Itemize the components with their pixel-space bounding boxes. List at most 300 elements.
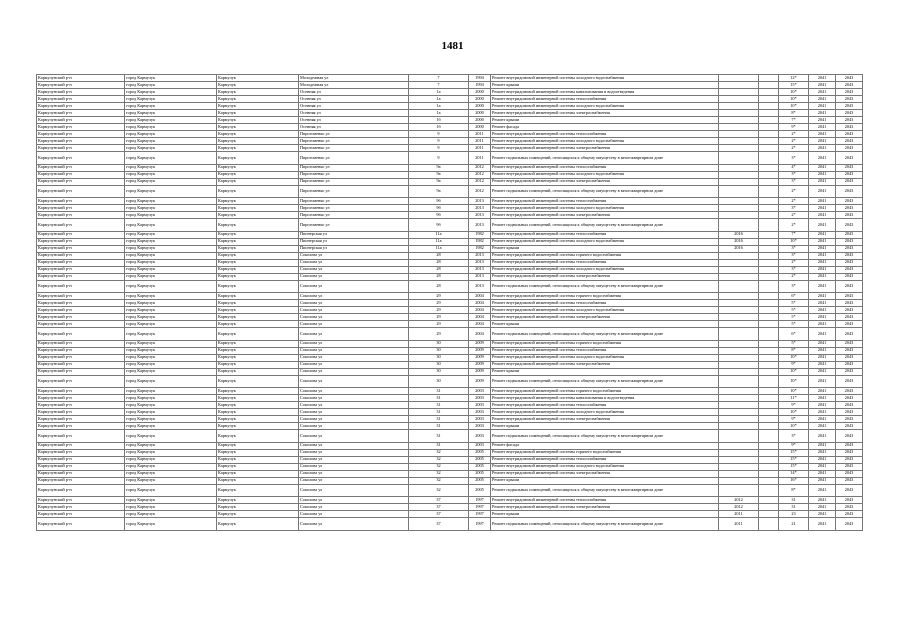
year-built-cell: 2003 — [469, 395, 491, 402]
plan-end-cell: 2043 — [836, 185, 863, 198]
street-cell: Соколова ул — [299, 361, 409, 368]
settlement-cell: город Кармулук — [125, 178, 217, 185]
plan-start-cell: 2041 — [809, 252, 836, 259]
plan-end-cell: 2043 — [836, 238, 863, 245]
settlement-cell: город Кармулук — [125, 171, 217, 178]
work-type-cell: Ремонт внутридомовой инженерной системы канализования и водоотведения — [491, 89, 719, 96]
wear-cell: 9* — [779, 124, 809, 131]
last-repair-cell — [719, 340, 759, 347]
wear-cell: 2* — [779, 212, 809, 219]
locality-cell: Кармулук — [217, 442, 299, 449]
locality-cell: Кармулук — [217, 171, 299, 178]
wear-cell: 10* — [779, 238, 809, 245]
work-type-cell: Ремонт подвальных помещений, относящихся к общему имуществу в многоквартирном доме — [491, 152, 719, 165]
extra-cell — [759, 388, 779, 395]
extra-cell — [759, 293, 779, 300]
table-row — [37, 449, 863, 456]
wear-cell: 3* — [779, 205, 809, 212]
wear-cell: 10* — [779, 388, 809, 395]
work-type-cell: Ремонт крыши — [491, 477, 719, 484]
plan-start-cell: 2041 — [809, 314, 836, 321]
wear-cell: 3* — [779, 178, 809, 185]
wear-cell: 7* — [779, 231, 809, 238]
year-built-cell: 2012 — [469, 164, 491, 171]
locality-cell: Кармулук — [217, 504, 299, 511]
table-row — [37, 477, 863, 484]
locality-cell: Кармулук — [217, 361, 299, 368]
extra-cell — [759, 280, 779, 293]
locality-cell: Кармулук — [217, 484, 299, 497]
table-row — [37, 375, 863, 388]
table-row — [37, 152, 863, 165]
locality-cell: Кармулук — [217, 402, 299, 409]
wear-cell: 4* — [779, 164, 809, 171]
locality-cell: Кармулук — [217, 395, 299, 402]
locality-cell: Кармулук — [217, 178, 299, 185]
last-repair-cell — [719, 96, 759, 103]
street-cell: Пирогоменко ул — [299, 219, 409, 232]
last-repair-cell — [719, 388, 759, 395]
year-built-cell: 2013 — [469, 219, 491, 232]
settlement-cell: город Кармулук — [125, 110, 217, 117]
house-cell: 7 — [409, 75, 469, 82]
district-cell: Кармулунский р-н — [37, 497, 125, 504]
capital-repair-table — [36, 74, 863, 531]
district-cell: Кармулунский р-н — [37, 361, 125, 368]
year-built-cell: 2004 — [469, 314, 491, 321]
district-cell: Кармулунский р-н — [37, 430, 125, 443]
district-cell: Кармулунский р-н — [37, 442, 125, 449]
locality-cell: Кармулук — [217, 185, 299, 198]
extra-cell — [759, 259, 779, 266]
wear-cell: 8* — [779, 110, 809, 117]
wear-cell: 8* — [779, 347, 809, 354]
work-type-cell: Ремонт подвальных помещений, относящихся к общему имуществу в многоквартирном доме — [491, 430, 719, 443]
district-cell: Кармулунский р-н — [37, 518, 125, 531]
year-built-cell: 2003 — [469, 388, 491, 395]
settlement-cell: город Кармулук — [125, 96, 217, 103]
plan-start-cell: 2041 — [809, 198, 836, 205]
district-cell: Кармулунский р-н — [37, 219, 125, 232]
year-built-cell: 2005 — [469, 456, 491, 463]
year-built-cell: 2009 — [469, 347, 491, 354]
year-built-cell: 1982 — [469, 245, 491, 252]
plan-end-cell: 2043 — [836, 138, 863, 145]
plan-start-cell: 2041 — [809, 484, 836, 497]
work-type-cell: Ремонт фасада — [491, 442, 719, 449]
last-repair-cell — [719, 185, 759, 198]
locality-cell: Кармулук — [217, 416, 299, 423]
house-cell: 30 — [409, 368, 469, 375]
table-row — [37, 328, 863, 341]
locality-cell: Кармулук — [217, 354, 299, 361]
year-built-cell: 2013 — [469, 205, 491, 212]
plan-end-cell: 2043 — [836, 442, 863, 449]
street-cell: Соколова ул — [299, 273, 409, 280]
table-row — [37, 314, 863, 321]
year-built-cell: 2013 — [469, 266, 491, 273]
work-type-cell: Ремонт внутридомовой инженерной системы электроснабжения — [491, 470, 719, 477]
last-repair-cell: 2016 — [719, 238, 759, 245]
house-cell: 9б — [409, 205, 469, 212]
street-cell: Соколова ул — [299, 293, 409, 300]
last-repair-cell — [719, 361, 759, 368]
work-type-cell: Ремонт подвальных помещений, относящихся к общему имуществу в многоквартирном доме — [491, 375, 719, 388]
settlement-cell: город Кармулук — [125, 484, 217, 497]
page-number: 1481 — [441, 40, 464, 52]
locality-cell: Кармулук — [217, 89, 299, 96]
plan-end-cell: 2043 — [836, 164, 863, 171]
extra-cell — [759, 164, 779, 171]
wear-cell: 15* — [779, 463, 809, 470]
year-built-cell: 1997 — [469, 504, 491, 511]
year-built-cell: 2004 — [469, 328, 491, 341]
year-built-cell: 2009 — [469, 375, 491, 388]
plan-end-cell: 2043 — [836, 293, 863, 300]
work-type-cell: Ремонт внутридомовой инженерной системы теплоснабжения — [491, 231, 719, 238]
last-repair-cell: 2012 — [719, 497, 759, 504]
house-cell: 9а — [409, 185, 469, 198]
extra-cell — [759, 152, 779, 165]
street-cell: Пирогоменко ул — [299, 178, 409, 185]
wear-cell: 23 — [779, 511, 809, 518]
last-repair-cell — [719, 430, 759, 443]
locality-cell: Кармулук — [217, 477, 299, 484]
plan-end-cell: 2043 — [836, 314, 863, 321]
year-built-cell: 2000 — [469, 110, 491, 117]
table-row — [37, 347, 863, 354]
work-type-cell: Ремонт крыши — [491, 117, 719, 124]
street-cell: Пирогоменко ул — [299, 198, 409, 205]
district-cell: Кармулунский р-н — [37, 89, 125, 96]
extra-cell — [759, 361, 779, 368]
plan-start-cell: 2041 — [809, 103, 836, 110]
wear-cell: 10* — [779, 423, 809, 430]
settlement-cell: город Кармулук — [125, 185, 217, 198]
table-row — [37, 368, 863, 375]
plan-end-cell: 2043 — [836, 368, 863, 375]
year-built-cell: 2013 — [469, 273, 491, 280]
house-cell: 1б — [409, 117, 469, 124]
extra-cell — [759, 402, 779, 409]
plan-start-cell: 2041 — [809, 416, 836, 423]
year-built-cell: 2004 — [469, 293, 491, 300]
street-cell: Соколова ул — [299, 347, 409, 354]
street-cell: Пирогоменко ул — [299, 205, 409, 212]
work-type-cell: Ремонт внутридомовой инженерной системы горячего водоснабжения — [491, 388, 719, 395]
street-cell: Соколова ул — [299, 484, 409, 497]
district-cell: Кармулунский р-н — [37, 205, 125, 212]
work-type-cell: Ремонт подвальных помещений, относящихся к общему имуществу в многоквартирном доме — [491, 280, 719, 293]
wear-cell: 10* — [779, 368, 809, 375]
locality-cell: Кармулук — [217, 231, 299, 238]
last-repair-cell — [719, 82, 759, 89]
plan-start-cell: 2041 — [809, 328, 836, 341]
year-built-cell: 2012 — [469, 178, 491, 185]
district-cell: Кармулунский р-н — [37, 388, 125, 395]
extra-cell — [759, 497, 779, 504]
table-row — [37, 280, 863, 293]
district-cell: Кармулунский р-н — [37, 484, 125, 497]
last-repair-cell — [719, 259, 759, 266]
settlement-cell: город Кармулук — [125, 442, 217, 449]
settlement-cell: город Кармулук — [125, 266, 217, 273]
house-cell: 28 — [409, 252, 469, 259]
year-built-cell: 2012 — [469, 171, 491, 178]
plan-start-cell: 2041 — [809, 164, 836, 171]
wear-cell: 10* — [779, 103, 809, 110]
work-type-cell: Ремонт внутридомовой инженерной системы теплоснабжения — [491, 198, 719, 205]
house-cell: 1а — [409, 96, 469, 103]
plan-end-cell: 2043 — [836, 266, 863, 273]
street-cell: Соколова ул — [299, 449, 409, 456]
plan-end-cell: 2043 — [836, 484, 863, 497]
extra-cell — [759, 82, 779, 89]
house-cell: 7 — [409, 82, 469, 89]
street-cell: Пирогоменко ул — [299, 152, 409, 165]
last-repair-cell — [719, 171, 759, 178]
table-row — [37, 145, 863, 152]
settlement-cell: город Кармулук — [125, 456, 217, 463]
year-built-cell: 2000 — [469, 117, 491, 124]
work-type-cell: Ремонт внутридомовой инженерной системы электроснабжения — [491, 212, 719, 219]
table-row — [37, 245, 863, 252]
street-cell: Пионерская ул — [299, 238, 409, 245]
plan-start-cell: 2041 — [809, 307, 836, 314]
locality-cell: Кармулук — [217, 245, 299, 252]
plan-end-cell: 2043 — [836, 178, 863, 185]
work-type-cell: Ремонт внутридомовой инженерной системы электроснабжения — [491, 145, 719, 152]
table-row — [37, 219, 863, 232]
plan-start-cell: 2041 — [809, 238, 836, 245]
last-repair-cell — [719, 219, 759, 232]
plan-end-cell: 2043 — [836, 198, 863, 205]
table-row — [37, 416, 863, 423]
work-type-cell: Ремонт внутридомовой инженерной системы холодного водоснабжения — [491, 463, 719, 470]
district-cell: Кармулунский р-н — [37, 245, 125, 252]
settlement-cell: город Кармулук — [125, 75, 217, 82]
house-cell: 9б — [409, 219, 469, 232]
extra-cell — [759, 340, 779, 347]
street-cell: Пирогоменко ул — [299, 131, 409, 138]
plan-end-cell: 2043 — [836, 131, 863, 138]
plan-end-cell: 2043 — [836, 117, 863, 124]
year-built-cell: 2011 — [469, 138, 491, 145]
settlement-cell: город Кармулук — [125, 504, 217, 511]
locality-cell: Кармулук — [217, 252, 299, 259]
wear-cell: 5* — [779, 321, 809, 328]
street-cell: Осенняя ул — [299, 89, 409, 96]
district-cell: Кармулунский р-н — [37, 449, 125, 456]
settlement-cell: город Кармулук — [125, 321, 217, 328]
work-type-cell: Ремонт фасада — [491, 124, 719, 131]
plan-start-cell: 2041 — [809, 442, 836, 449]
plan-start-cell: 2041 — [809, 300, 836, 307]
last-repair-cell — [719, 423, 759, 430]
street-cell: Соколова ул — [299, 314, 409, 321]
settlement-cell: город Кармулук — [125, 259, 217, 266]
district-cell: Кармулунский р-н — [37, 152, 125, 165]
work-type-cell: Ремонт внутридомовой инженерной системы электроснабжения — [491, 361, 719, 368]
settlement-cell: город Кармулук — [125, 273, 217, 280]
house-cell: 9а — [409, 171, 469, 178]
table-row — [37, 484, 863, 497]
locality-cell: Кармулук — [217, 307, 299, 314]
last-repair-cell — [719, 328, 759, 341]
plan-start-cell: 2041 — [809, 212, 836, 219]
street-cell: Молодежная ул — [299, 82, 409, 89]
settlement-cell: город Кармулук — [125, 124, 217, 131]
settlement-cell: город Кармулук — [125, 511, 217, 518]
locality-cell: Кармулук — [217, 259, 299, 266]
plan-start-cell: 2041 — [809, 456, 836, 463]
plan-start-cell: 2041 — [809, 497, 836, 504]
work-type-cell: Ремонт крыши — [491, 82, 719, 89]
extra-cell — [759, 449, 779, 456]
table-row — [37, 293, 863, 300]
last-repair-cell — [719, 449, 759, 456]
street-cell: Соколова ул — [299, 328, 409, 341]
street-cell: Пионерская ул — [299, 245, 409, 252]
extra-cell — [759, 231, 779, 238]
table-row — [37, 395, 863, 402]
street-cell: Соколова ул — [299, 266, 409, 273]
settlement-cell: город Кармулук — [125, 300, 217, 307]
last-repair-cell — [719, 110, 759, 117]
work-type-cell: Ремонт внутридомовой инженерной системы холодного водоснабжения — [491, 354, 719, 361]
plan-start-cell: 2041 — [809, 504, 836, 511]
last-repair-cell — [719, 409, 759, 416]
plan-start-cell: 2041 — [809, 259, 836, 266]
wear-cell: 6* — [779, 293, 809, 300]
street-cell: Соколова ул — [299, 340, 409, 347]
settlement-cell: город Кармулук — [125, 347, 217, 354]
plan-start-cell: 2041 — [809, 518, 836, 531]
street-cell: Соколова ул — [299, 409, 409, 416]
district-cell: Кармулунский р-н — [37, 347, 125, 354]
district-cell: Кармулунский р-н — [37, 511, 125, 518]
wear-cell: 5* — [779, 300, 809, 307]
settlement-cell: город Кармулук — [125, 409, 217, 416]
extra-cell — [759, 314, 779, 321]
house-cell: 11а — [409, 245, 469, 252]
extra-cell — [759, 145, 779, 152]
locality-cell: Кармулук — [217, 96, 299, 103]
wear-cell: 8* — [779, 484, 809, 497]
table-row — [37, 456, 863, 463]
settlement-cell: город Кармулук — [125, 198, 217, 205]
year-built-cell: 2003 — [469, 430, 491, 443]
plan-start-cell: 2041 — [809, 361, 836, 368]
wear-cell: 2* — [779, 219, 809, 232]
house-cell: 11а — [409, 231, 469, 238]
wear-cell: 3* — [779, 171, 809, 178]
extra-cell — [759, 185, 779, 198]
last-repair-cell — [719, 395, 759, 402]
work-type-cell: Ремонт внутридомовой инженерной системы горячего водоснабжения — [491, 252, 719, 259]
last-repair-cell — [719, 416, 759, 423]
wear-cell: 10* — [779, 354, 809, 361]
year-built-cell: 2011 — [469, 152, 491, 165]
street-cell: Соколова ул — [299, 456, 409, 463]
settlement-cell: город Кармулук — [125, 205, 217, 212]
locality-cell: Кармулук — [217, 198, 299, 205]
house-cell: 30 — [409, 340, 469, 347]
table-row — [37, 178, 863, 185]
last-repair-cell — [719, 124, 759, 131]
work-type-cell: Ремонт подвальных помещений, относящихся к общему имуществу в многоквартирном доме — [491, 518, 719, 531]
wear-cell: 2* — [779, 145, 809, 152]
plan-start-cell: 2041 — [809, 368, 836, 375]
last-repair-cell — [719, 477, 759, 484]
work-type-cell: Ремонт крыши — [491, 245, 719, 252]
street-cell: Соколова ул — [299, 300, 409, 307]
work-type-cell: Ремонт внутридомовой инженерной системы теплоснабжения — [491, 497, 719, 504]
wear-cell: 21 — [779, 518, 809, 531]
work-type-cell: Ремонт внутридомовой инженерной системы холодного водоснабжения — [491, 103, 719, 110]
work-type-cell: Ремонт внутридомовой инженерной системы холодного водоснабжения — [491, 205, 719, 212]
house-cell: 29 — [409, 293, 469, 300]
table-row — [37, 205, 863, 212]
settlement-cell: город Кармулук — [125, 368, 217, 375]
last-repair-cell — [719, 368, 759, 375]
locality-cell: Кармулук — [217, 110, 299, 117]
district-cell: Кармулунский р-н — [37, 110, 125, 117]
plan-end-cell: 2043 — [836, 409, 863, 416]
house-cell: 30 — [409, 347, 469, 354]
house-cell: 28 — [409, 280, 469, 293]
plan-end-cell: 2043 — [836, 477, 863, 484]
locality-cell: Кармулук — [217, 273, 299, 280]
house-cell: 31 — [409, 395, 469, 402]
district-cell: Кармулунский р-н — [37, 314, 125, 321]
street-cell: Соколова ул — [299, 395, 409, 402]
settlement-cell: город Кармулук — [125, 388, 217, 395]
district-cell: Кармулунский р-н — [37, 340, 125, 347]
street-cell: Соколова ул — [299, 511, 409, 518]
last-repair-cell — [719, 402, 759, 409]
district-cell: Кармулунский р-н — [37, 402, 125, 409]
plan-start-cell: 2041 — [809, 152, 836, 165]
district-cell: Кармулунский р-н — [37, 395, 125, 402]
locality-cell: Кармулук — [217, 388, 299, 395]
last-repair-cell — [719, 103, 759, 110]
extra-cell — [759, 205, 779, 212]
district-cell: Кармулунский р-н — [37, 416, 125, 423]
house-cell: 1б — [409, 124, 469, 131]
table-row — [37, 212, 863, 219]
plan-start-cell: 2041 — [809, 340, 836, 347]
plan-end-cell: 2043 — [836, 347, 863, 354]
extra-cell — [759, 131, 779, 138]
settlement-cell: город Кармулук — [125, 138, 217, 145]
work-type-cell: Ремонт внутридомовой инженерной системы холодного водоснабжения — [491, 138, 719, 145]
table-row — [37, 117, 863, 124]
house-cell: 31 — [409, 409, 469, 416]
district-cell: Кармулунский р-н — [37, 138, 125, 145]
house-cell: 9а — [409, 164, 469, 171]
wear-cell: 10* — [779, 96, 809, 103]
work-type-cell: Ремонт внутридомовой инженерной системы теплоснабжения — [491, 456, 719, 463]
district-cell: Кармулунский р-н — [37, 409, 125, 416]
settlement-cell: город Кармулук — [125, 340, 217, 347]
extra-cell — [759, 511, 779, 518]
locality-cell: Кармулук — [217, 423, 299, 430]
last-repair-cell — [719, 456, 759, 463]
extra-cell — [759, 368, 779, 375]
locality-cell: Кармулук — [217, 497, 299, 504]
plan-end-cell: 2043 — [836, 361, 863, 368]
